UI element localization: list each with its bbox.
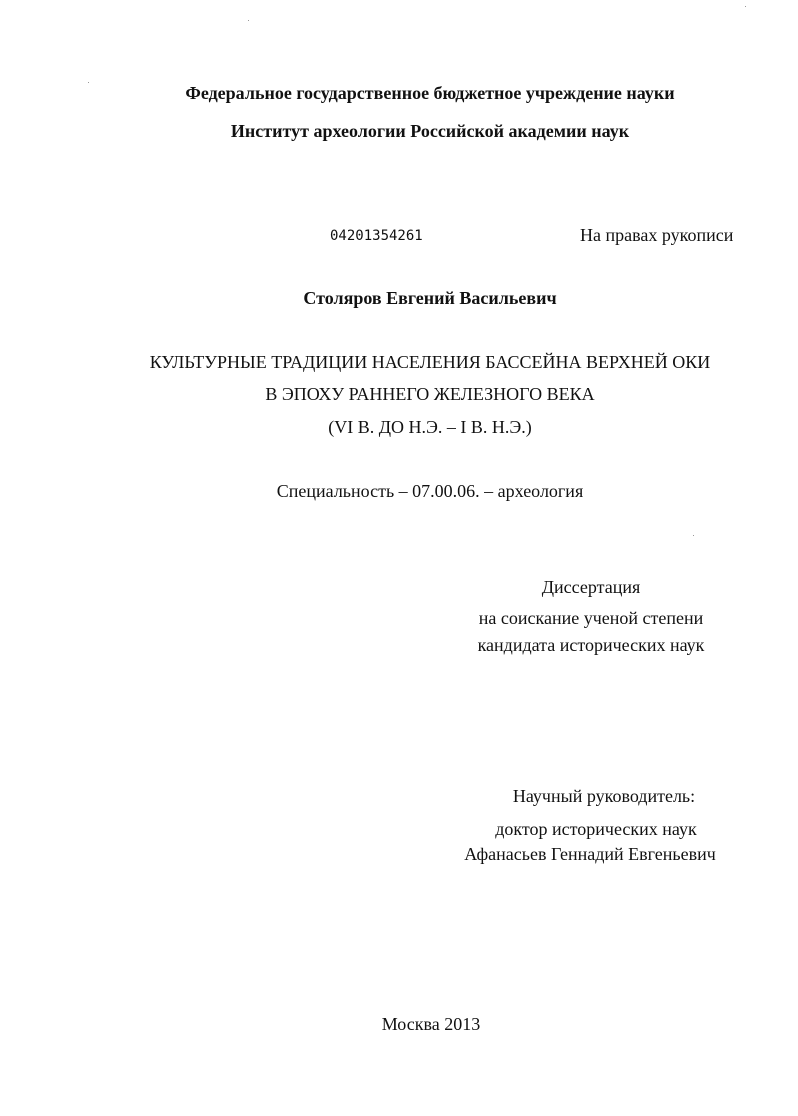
dissertation-degree-line: на соискание ученой степени	[478, 608, 704, 628]
dissertation-field-line: кандидата исторических наук	[477, 635, 705, 655]
title-line-2: В ЭПОХУ РАННЕГО ЖЕЛЕЗНОГО ВЕКА	[265, 384, 595, 404]
specialty: Специальность – 07.00.06. – археология	[276, 481, 584, 501]
organization-name: Федеральное государственное бюджетное учреждение науки	[185, 83, 675, 103]
author-name: Столяров Евгений Васильевич	[303, 288, 557, 308]
scan-speck	[248, 20, 249, 21]
scan-speck	[88, 82, 89, 83]
registration-number: 04201354261	[330, 228, 423, 244]
manuscript-rights: На правах рукописи	[580, 225, 734, 245]
institute-name: Институт археологии Российской академии наук	[230, 121, 630, 141]
supervisor-label: Научный руководитель:	[512, 786, 696, 806]
title-line-3: (VI В. ДО Н.Э. – I В. Н.Э.)	[328, 417, 532, 437]
title-line-1: КУЛЬТУРНЫЕ ТРАДИЦИИ НАСЕЛЕНИЯ БАССЕЙНА ВЕРХНЕЙ ОКИ	[149, 352, 711, 372]
scan-speck	[745, 6, 746, 7]
supervisor-degree: доктор исторических наук	[495, 819, 697, 839]
dissertation-label: Диссертация	[541, 577, 641, 597]
supervisor-name: Афанасьев Геннадий Евгеньевич	[464, 844, 716, 864]
city-year: Москва 2013	[381, 1014, 481, 1034]
scan-speck	[693, 535, 694, 536]
